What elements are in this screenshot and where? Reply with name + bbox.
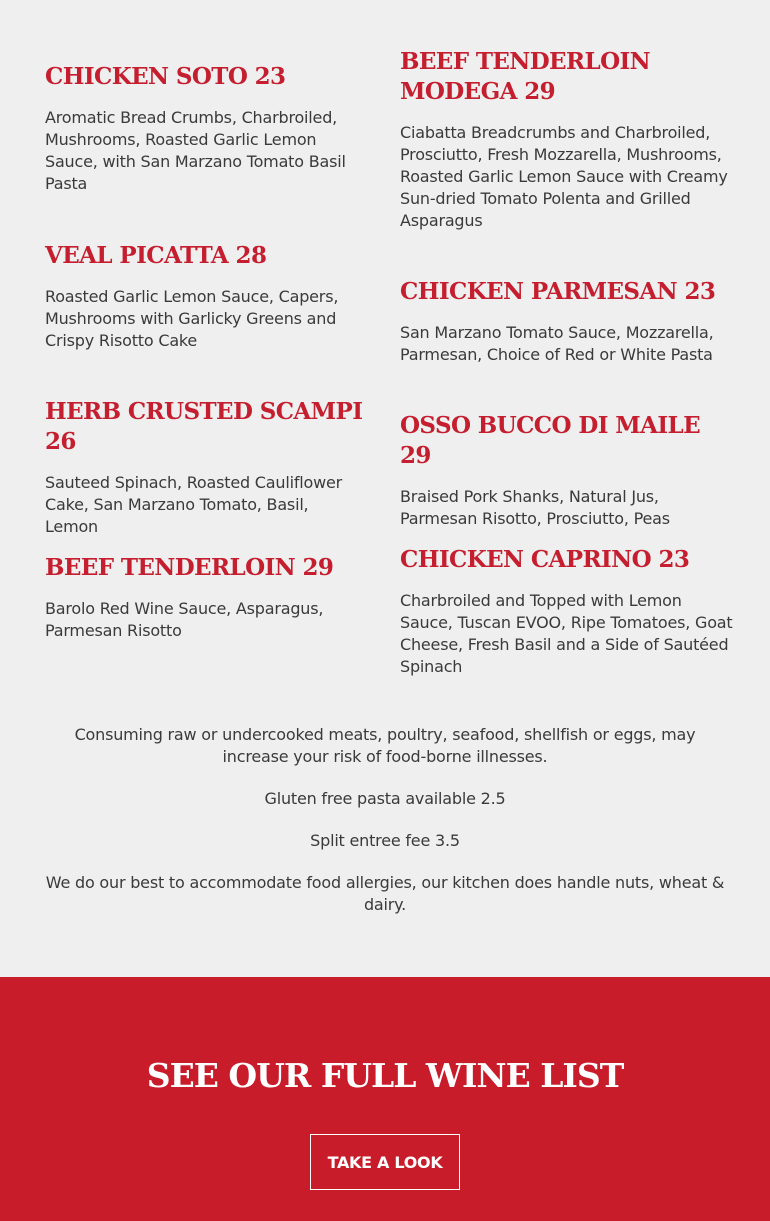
- menu-item-chicken-caprino: [400, 545, 735, 678]
- menu-item-chicken-parmesan: [400, 277, 735, 366]
- menu-item-title: OSSO BUCCO DI MAILE 29: [400, 412, 701, 469]
- menu-notes: [40, 724, 730, 936]
- menu-item-title: BEEF TENDERLOIN MODEGA 29: [400, 48, 651, 105]
- menu-item-title: CHICKEN SOTO 23: [45, 63, 286, 90]
- menu-item-osso-bucco: [400, 411, 735, 530]
- menu-item-title: BEEF TENDERLOIN 29: [45, 554, 334, 581]
- split-entree-fee: Split entree fee 3.5: [310, 831, 460, 850]
- menu-item-beef-tenderloin-modega: [400, 47, 735, 232]
- menu-item-chicken-soto: [45, 62, 365, 195]
- menu-item-veal-picatta: [45, 241, 365, 352]
- gluten-free-note: Gluten free pasta available 2.5: [264, 789, 506, 808]
- menu-item-description: Sauteed Spinach, Roasted Cauliflower Cake, San Marzano Tomato, Basil, Lemon: [45, 473, 342, 536]
- raw-food-warning: Consuming raw or undercooked meats, poultry, seafood, shellfish or eggs, may increase your risk of food-borne illnesses.: [74, 725, 696, 766]
- menu-item-beef-tenderloin: [45, 553, 365, 642]
- menu-item-title: CHICKEN PARMESAN 23: [400, 278, 716, 305]
- menu-item-description: Roasted Garlic Lemon Sauce, Capers, Mushrooms with Garlicky Greens and Crispy Risotto Cake: [45, 287, 339, 350]
- menu-item-title: VEAL PICATTA 28: [45, 242, 267, 269]
- menu-item-title: CHICKEN CAPRINO 23: [400, 546, 690, 573]
- menu-item-description: Barolo Red Wine Sauce, Asparagus, Parmesan Risotto: [45, 599, 324, 640]
- menu-item-description: Braised Pork Shanks, Natural Jus, Parmesan Risotto, Prosciutto, Peas: [400, 487, 670, 528]
- allergy-note: We do our best to accommodate food allergies, our kitchen does handle nuts, wheat & dairy.: [45, 873, 725, 914]
- take-a-look-button[interactable]: TAKE A LOOK: [310, 1134, 460, 1190]
- menu-item-description: San Marzano Tomato Sauce, Mozzarella, Parmesan, Choice of Red or White Pasta: [400, 323, 714, 364]
- menu-item-title: HERB CRUSTED SCAMPI 26: [45, 398, 363, 455]
- menu-item-description: Ciabatta Breadcrumbs and Charbroiled, Prosciutto, Fresh Mozzarella, Mushrooms, Roasted Garlic Lemon Sauce with Creamy Sun-dried Tomato Polenta and Grilled Asparagus: [400, 123, 728, 230]
- menu-item-herb-crusted-scampi: [45, 397, 365, 538]
- menu-item-description: Aromatic Bread Crumbs, Charbroiled, Mushrooms, Roasted Garlic Lemon Sauce, with San Marzano Tomato Basil Pasta: [45, 108, 346, 193]
- wine-list-heading: SEE OUR FULL WINE LIST: [146, 1056, 624, 1095]
- menu-item-description: Charbroiled and Topped with Lemon Sauce, Tuscan EVOO, Ripe Tomatoes, Goat Cheese, Fresh Basil and a Side of Sautéed Spinach: [400, 591, 733, 676]
